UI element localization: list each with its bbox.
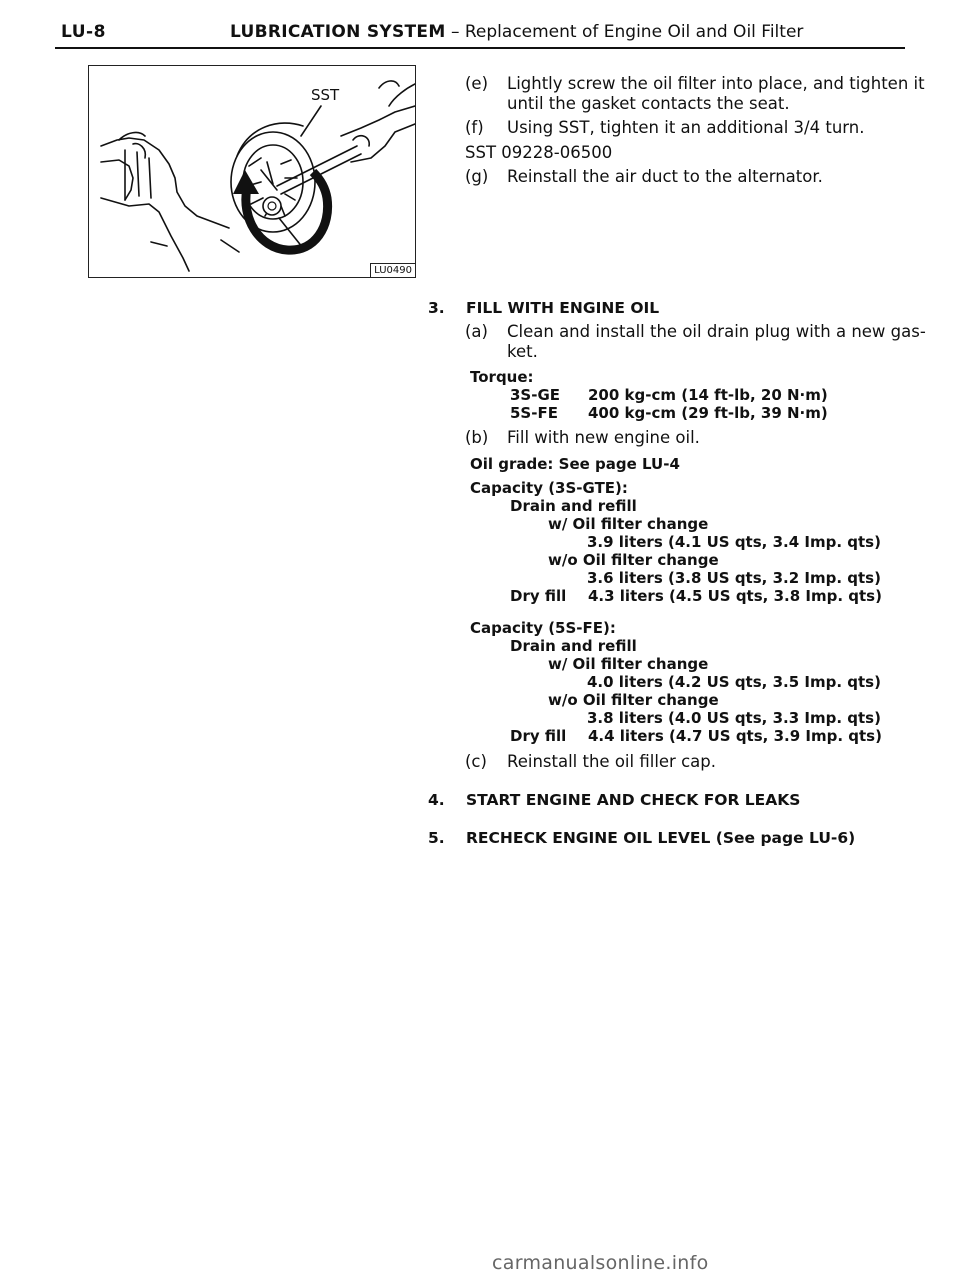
step-e-line1: Lightly screw the oil filter into place, and tighten it [507, 74, 925, 93]
capacity-5sfe-without-filter: w/o Oil filter change [548, 691, 719, 709]
step-3c-letter: (c) [465, 752, 487, 771]
torque-row-3sge [510, 385, 828, 405]
step-5-heading [428, 828, 855, 848]
watermark: carmanualsonline.info [492, 1252, 709, 1274]
header-rule [55, 47, 905, 49]
step-4-title: START ENGINE AND CHECK FOR LEAKS [466, 791, 801, 809]
step-3a-letter: (a) [465, 322, 488, 341]
figure-code: LU0490 [370, 263, 415, 277]
dry-fill-value: 4.4 liters (4.7 US qts, 3.9 Imp. qts) [588, 727, 882, 745]
step-e-letter: (e) [465, 74, 489, 93]
torque-label: Torque: [470, 368, 534, 386]
capacity-5sfe-with-filter-value: 4.0 liters (4.2 US qts, 3.5 Imp. qts) [587, 673, 881, 691]
step-f [465, 118, 864, 138]
page-header [55, 20, 905, 48]
step-f-text: Using SST, tighten it an additional 3/4 turn. [507, 118, 865, 137]
step-4-heading [428, 790, 800, 810]
torque-value: 400 kg-cm (29 ft-lb, 39 N·m) [588, 404, 828, 422]
step-e-line2: until the gasket contacts the seat. [507, 94, 790, 113]
step-g [465, 167, 823, 187]
step-3c-text: Reinstall the oil filler cap. [507, 752, 716, 771]
step-3a-line1: Clean and install the oil drain plug with a new gas- [507, 322, 926, 341]
step-3b-text: Fill with new engine oil. [507, 428, 700, 447]
capacity-3sgte-drain-refill: Drain and refill [510, 497, 637, 515]
capacity-5sfe-label: Capacity (5S-FE): [470, 619, 616, 637]
dry-fill-value: 4.3 liters (4.5 US qts, 3.8 Imp. qts) [588, 587, 882, 605]
step-3-heading [428, 298, 659, 318]
dry-fill-label: Dry fill [510, 587, 567, 605]
illustration-oil-filter-sst [88, 65, 416, 278]
dry-fill-label: Dry fill [510, 727, 567, 745]
step-g-letter: (g) [465, 167, 489, 186]
capacity-3sgte-with-filter-value: 3.9 liters (4.1 US qts, 3.4 Imp. qts) [587, 533, 881, 551]
step-5-title: RECHECK ENGINE OIL LEVEL (See page LU-6) [466, 829, 856, 847]
capacity-3sgte-without-filter: w/o Oil filter change [548, 551, 719, 569]
capacity-5sfe-without-filter-value: 3.8 liters (4.0 US qts, 3.3 Imp. qts) [587, 709, 881, 727]
section-subtitle: Replacement of Engine Oil and Oil Filter [464, 22, 804, 42]
step-5-number: 5. [428, 829, 445, 847]
step-3b [465, 428, 700, 448]
capacity-3sgte-without-filter-value: 3.6 liters (3.8 US qts, 3.2 Imp. qts) [587, 569, 881, 587]
capacity-3sgte-dry-fill [510, 586, 882, 606]
step-3c [465, 752, 716, 772]
title-dash: – [445, 22, 465, 42]
page-code: LU-8 [61, 22, 106, 42]
sst-callout-label: SST [311, 86, 340, 104]
step-3b-letter: (b) [465, 428, 489, 447]
step-g-text: Reinstall the air duct to the alternator. [507, 167, 823, 186]
capacity-3sgte-label: Capacity (3S-GTE): [470, 479, 628, 497]
capacity-3sgte-with-filter: w/ Oil filter change [548, 515, 709, 533]
torque-engine: 5S-FE [510, 404, 558, 422]
step-3a-line2: ket. [507, 342, 538, 361]
torque-row-5sfe [510, 403, 828, 423]
oil-grade: Oil grade: See page LU-4 [470, 455, 680, 473]
filter-wrench-drawing [89, 66, 416, 278]
sst-number: SST 09228-06500 [465, 143, 613, 162]
step-3-title: FILL WITH ENGINE OIL [466, 299, 660, 317]
step-4-number: 4. [428, 791, 445, 809]
page-title [230, 22, 803, 42]
capacity-5sfe-with-filter: w/ Oil filter change [548, 655, 709, 673]
step-3a [465, 322, 926, 342]
capacity-5sfe-drain-refill: Drain and refill [510, 637, 637, 655]
step-e [465, 74, 925, 94]
section-name: LUBRICATION SYSTEM [230, 22, 446, 42]
step-3-number: 3. [428, 299, 445, 317]
torque-value: 200 kg-cm (14 ft-lb, 20 N·m) [588, 386, 828, 404]
torque-engine: 3S-GE [510, 386, 561, 404]
step-f-letter: (f) [465, 118, 484, 137]
capacity-5sfe-dry-fill [510, 726, 882, 746]
